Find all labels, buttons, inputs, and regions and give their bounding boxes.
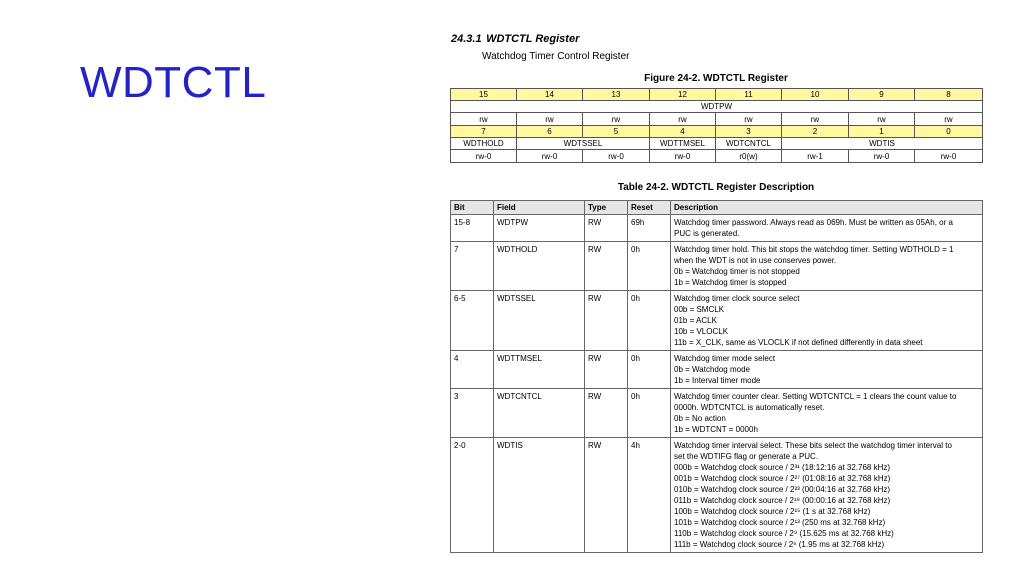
access-type: rw <box>583 113 650 126</box>
cell-reset: 4h <box>628 438 671 553</box>
access-type: rw-0 <box>583 150 650 163</box>
register-bits-low <box>451 126 983 138</box>
field-name: WDTIS <box>782 138 983 150</box>
description-line: 1b = Interval timer mode <box>674 376 761 385</box>
description-line: 0b = Watchdog timer is not stopped <box>674 267 800 276</box>
description-line: Watchdog timer counter clear. Setting WDTCNTCL = 1 clears the count value to <box>674 392 957 401</box>
description-line: Watchdog timer mode select <box>674 354 776 363</box>
description-line: 101b = Watchdog clock source / 2¹³ (250 ms at 32.768 kHz) <box>674 518 886 527</box>
description-line: 110b = Watchdog clock source / 2⁹ (15.625 ms at 32.768 kHz) <box>674 529 894 538</box>
access-type: r0(w) <box>716 150 782 163</box>
cell-field: WDTTMSEL <box>494 351 585 389</box>
cell-field: WDTSSEL <box>494 291 585 351</box>
field-name: WDTPW <box>451 101 983 113</box>
description-line: Watchdog timer password. Always read as 069h. Must be written as 05Ah, or a <box>674 218 953 227</box>
cell-bit: 6-5 <box>451 291 494 351</box>
cell-bit: 2-0 <box>451 438 494 553</box>
bit-number: 14 <box>517 89 583 101</box>
bit-number: 9 <box>849 89 915 101</box>
cell-bit: 4 <box>451 351 494 389</box>
cell-description <box>671 215 983 242</box>
column-header: Field <box>494 201 585 215</box>
cell-description <box>671 291 983 351</box>
cell-reset: 0h <box>628 242 671 291</box>
description-line: Watchdog timer clock source select <box>674 294 800 303</box>
cell-field: WDTPW <box>494 215 585 242</box>
bit-number: 6 <box>517 126 583 138</box>
description-line: 01b = ACLK <box>674 316 717 325</box>
cell-description <box>671 351 983 389</box>
table-header-row <box>451 201 983 215</box>
access-type: rw <box>849 113 915 126</box>
description-line: set the WDTIFG flag or generate a PUC. <box>674 452 819 461</box>
bit-number: 4 <box>650 126 716 138</box>
description-line: 000b = Watchdog clock source / 2³¹ (18:12:16 at 32.768 kHz) <box>674 463 891 472</box>
section-number: 24.3.1 <box>451 33 482 45</box>
register-access-low <box>451 150 983 163</box>
cell-reset: 0h <box>628 291 671 351</box>
bit-number: 12 <box>650 89 716 101</box>
bit-number: 5 <box>583 126 650 138</box>
cell-type: RW <box>585 215 628 242</box>
description-line: 0b = No action <box>674 414 726 423</box>
description-line: Watchdog timer hold. This bit stops the watchdog timer. Setting WDTHOLD = 1 <box>674 245 954 254</box>
table-row <box>451 351 983 389</box>
cell-bit: 7 <box>451 242 494 291</box>
slide-title: WDTCTL <box>80 58 267 107</box>
description-line: 10b = VLOCLK <box>674 327 729 336</box>
bit-number: 2 <box>782 126 849 138</box>
table-row <box>451 389 983 438</box>
access-type: rw-0 <box>915 150 983 163</box>
table-caption: Table 24-2. WDTCTL Register Description <box>617 182 815 193</box>
cell-bit: 3 <box>451 389 494 438</box>
access-type: rw-1 <box>782 150 849 163</box>
column-header: Bit <box>451 201 494 215</box>
column-header: Description <box>671 201 983 215</box>
description-line: 0000h. WDTCNTCL is automatically reset. <box>674 403 825 412</box>
table-row <box>451 242 983 291</box>
description-line: 11b = X_CLK, same as VLOCLK if not defined differently in data sheet <box>674 338 923 347</box>
description-line: 100b = Watchdog clock source / 2¹⁵ (1 s at 32.768 kHz) <box>674 507 871 516</box>
description-line: 001b = Watchdog clock source / 2²⁷ (01:08:16 at 32.768 kHz) <box>674 474 891 483</box>
section-heading <box>451 33 579 45</box>
bit-number: 11 <box>716 89 782 101</box>
column-header: Type <box>585 201 628 215</box>
access-type: rw-0 <box>849 150 915 163</box>
description-line: 1b = Watchdog timer is stopped <box>674 278 787 287</box>
description-line: 1b = WDTCNT = 0000h <box>674 425 758 434</box>
section-name: WDTCTL Register <box>486 33 580 45</box>
cell-type: RW <box>585 351 628 389</box>
cell-field: WDTCNTCL <box>494 389 585 438</box>
access-type: rw <box>915 113 983 126</box>
bit-number: 0 <box>915 126 983 138</box>
field-name: WDTTMSEL <box>650 138 716 150</box>
cell-reset: 0h <box>628 389 671 438</box>
bit-number: 15 <box>451 89 517 101</box>
description-line: Watchdog timer interval select. These bits select the watchdog timer interval to <box>674 441 952 450</box>
cell-field: WDTIS <box>494 438 585 553</box>
access-type: rw <box>716 113 782 126</box>
description-line: 010b = Watchdog clock source / 2²³ (00:04:16 at 32.768 kHz) <box>674 485 891 494</box>
register-description-table <box>450 200 983 553</box>
bit-number: 13 <box>583 89 650 101</box>
register-access-high <box>451 113 983 126</box>
bit-number: 10 <box>782 89 849 101</box>
cell-reset: 69h <box>628 215 671 242</box>
cell-description <box>671 242 983 291</box>
bit-number: 1 <box>849 126 915 138</box>
cell-description <box>671 389 983 438</box>
description-line: when the WDT is not in use conserves power. <box>674 256 837 265</box>
cell-type: RW <box>585 242 628 291</box>
bit-number: 3 <box>716 126 782 138</box>
access-type: rw <box>517 113 583 126</box>
cell-description <box>671 438 983 553</box>
column-header: Reset <box>628 201 671 215</box>
table-row <box>451 438 983 553</box>
bit-number: 8 <box>915 89 983 101</box>
table-row <box>451 291 983 351</box>
table-body <box>451 215 983 553</box>
register-bits-high <box>451 89 983 101</box>
cell-reset: 0h <box>628 351 671 389</box>
description-line: 0b = Watchdog mode <box>674 365 750 374</box>
cell-field: WDTHOLD <box>494 242 585 291</box>
access-type: rw-0 <box>451 150 517 163</box>
figure-caption: Figure 24-2. WDTCTL Register <box>644 73 788 84</box>
access-type: rw <box>451 113 517 126</box>
section-subtitle: Watchdog Timer Control Register <box>482 51 630 62</box>
description-line: 111b = Watchdog clock source / 2⁶ (1.95 ms at 32.768 kHz) <box>674 540 885 549</box>
access-type: rw <box>782 113 849 126</box>
cell-type: RW <box>585 389 628 438</box>
field-name: WDTHOLD <box>451 138 517 150</box>
access-type: rw-0 <box>650 150 716 163</box>
register-fields-low <box>451 138 983 150</box>
description-line: 011b = Watchdog clock source / 2¹⁹ (00:00:16 at 32.768 kHz) <box>674 496 891 505</box>
table-row <box>451 215 983 242</box>
description-line: PUC is generated. <box>674 229 740 238</box>
register-fields-high <box>451 101 983 113</box>
description-line: 00b = SMCLK <box>674 305 725 314</box>
access-type: rw <box>650 113 716 126</box>
cell-bit: 15-8 <box>451 215 494 242</box>
cell-type: RW <box>585 438 628 553</box>
cell-type: RW <box>585 291 628 351</box>
access-type: rw-0 <box>517 150 583 163</box>
field-name: WDTCNTCL <box>716 138 782 150</box>
bit-number: 7 <box>451 126 517 138</box>
field-name: WDTSSEL <box>517 138 650 150</box>
register-bit-map <box>450 88 983 163</box>
